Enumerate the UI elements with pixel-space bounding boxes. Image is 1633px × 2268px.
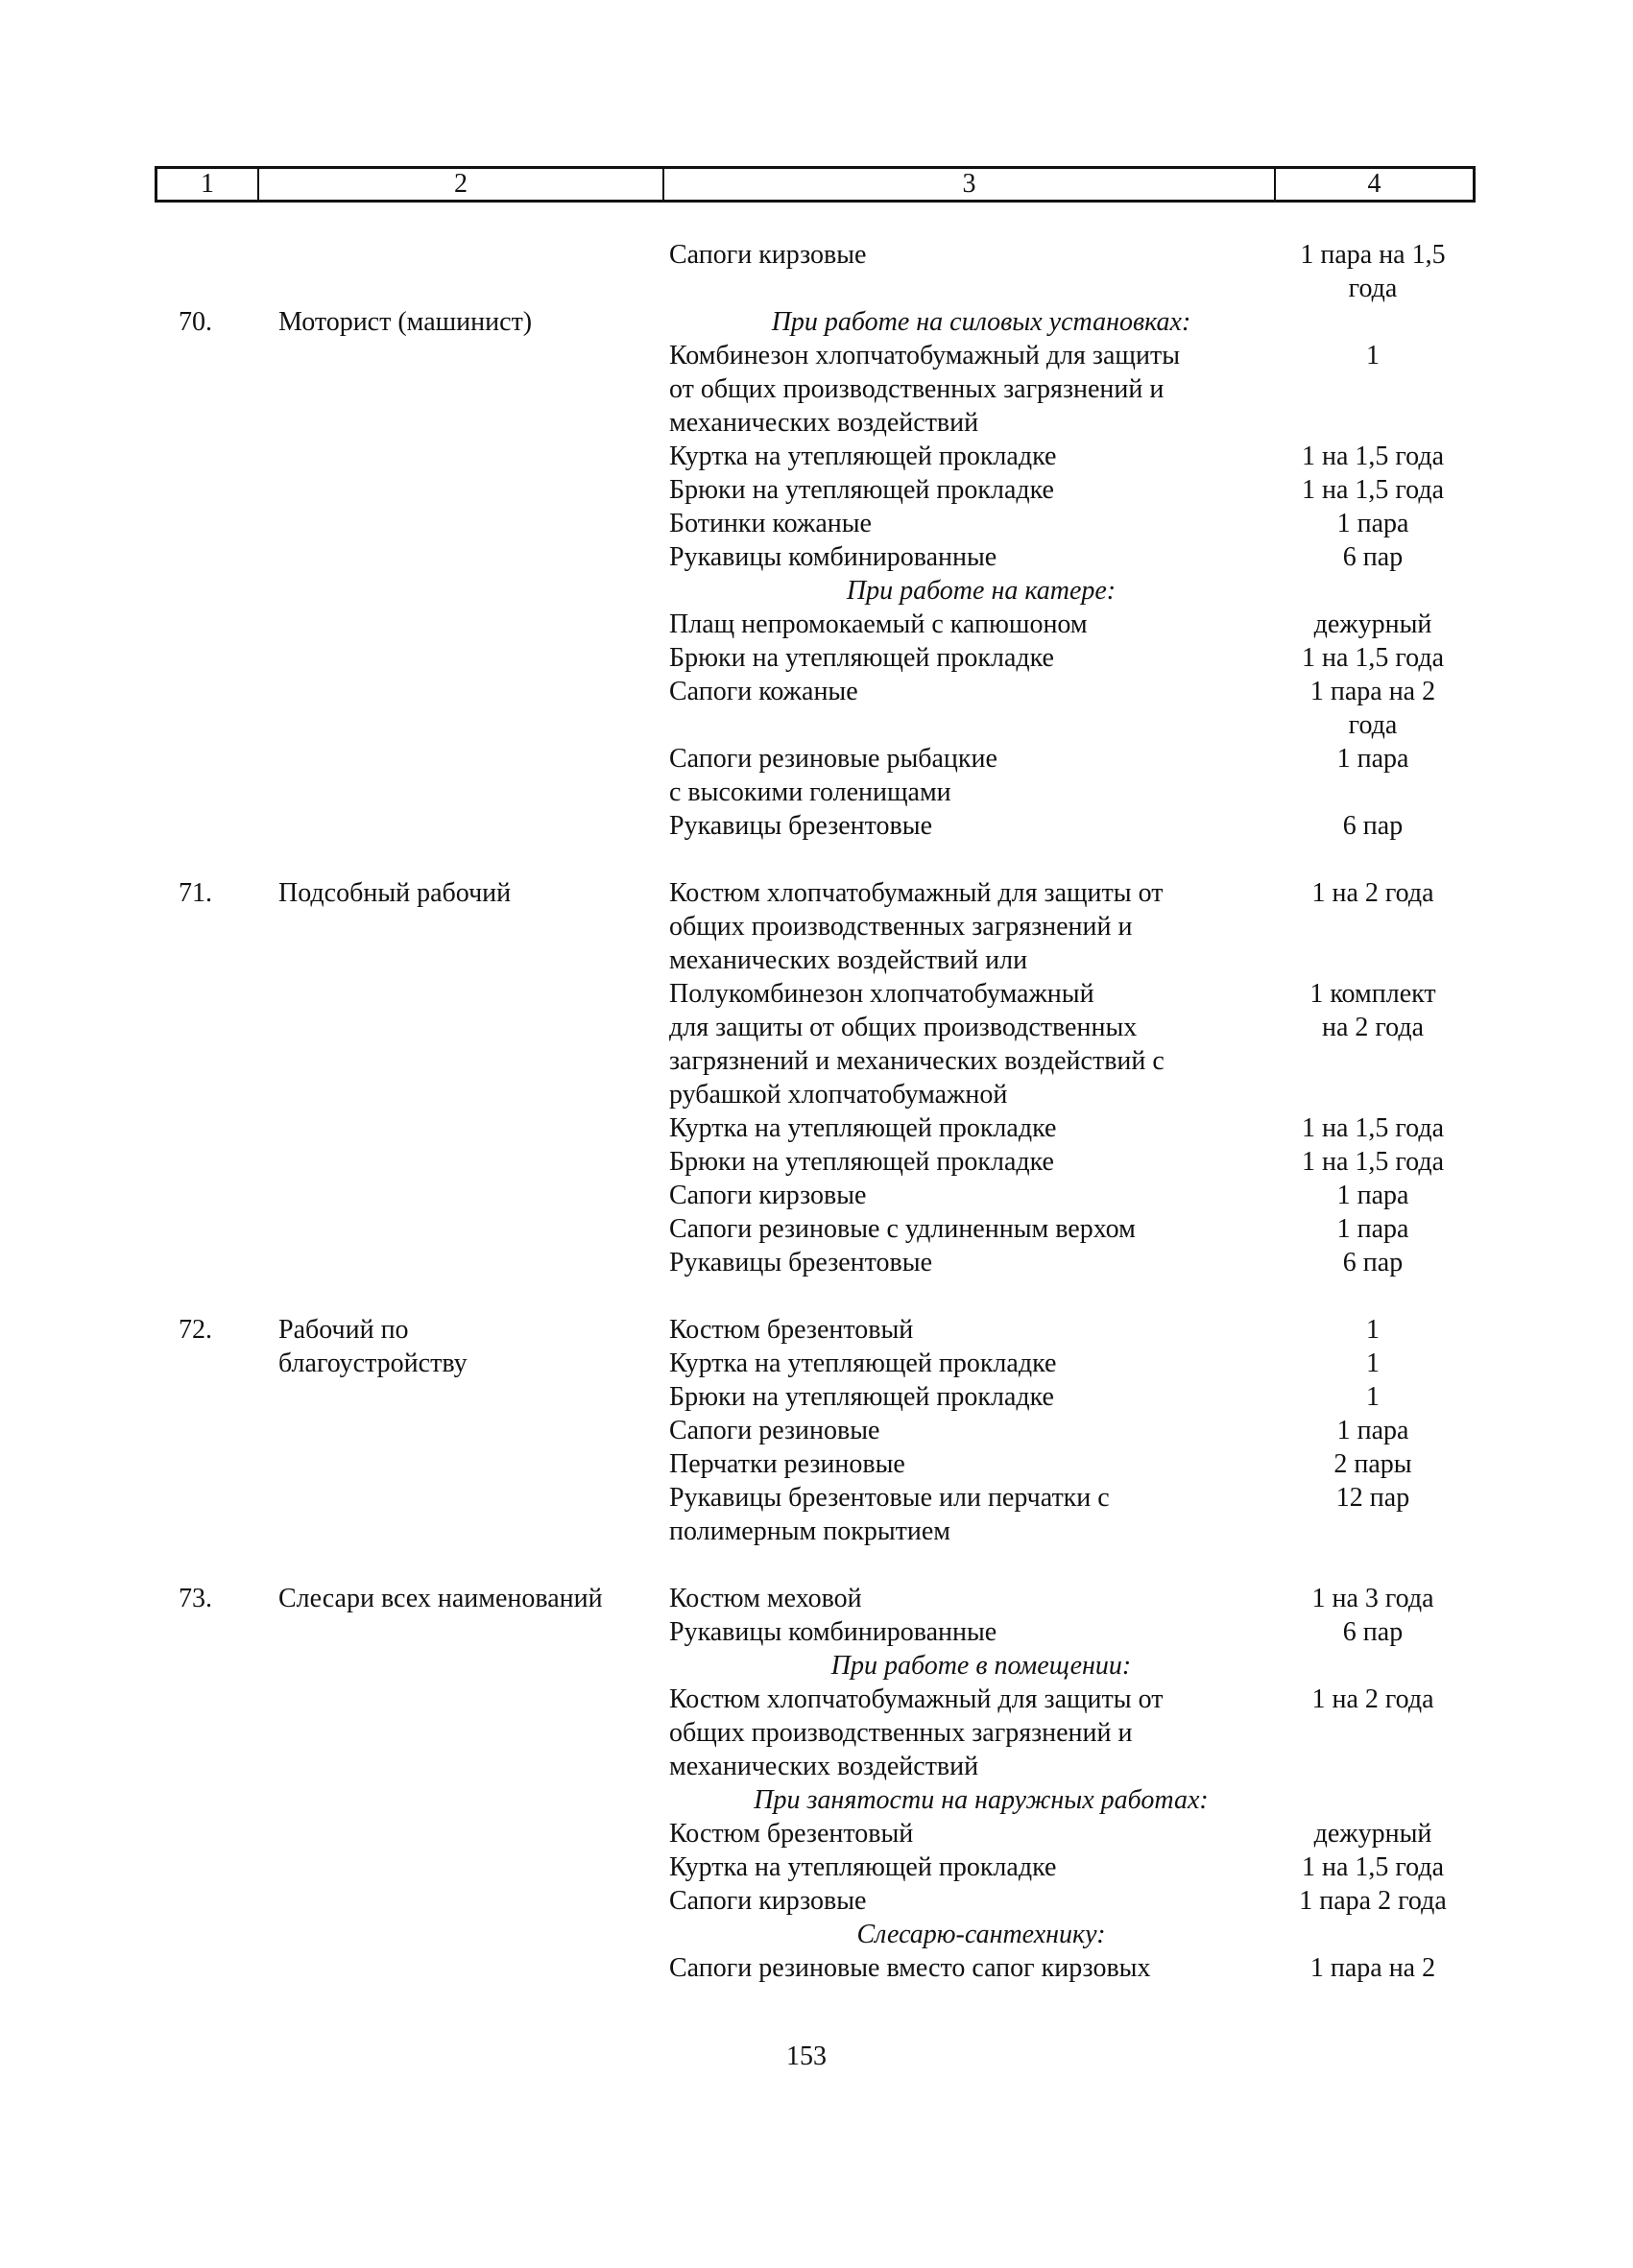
condition-subheading: При работе на катере: xyxy=(846,576,1117,606)
item-number: 73. xyxy=(179,1584,212,1613)
ppe-item: рубашкой хлопчатобумажной xyxy=(669,1080,1008,1110)
ppe-item: Перчатки резиновые xyxy=(669,1449,905,1479)
wear-period: 1 на 1,5 года xyxy=(1301,1147,1445,1177)
ppe-item: Ботинки кожаные xyxy=(669,509,872,538)
ppe-item: Сапоги кирзовые xyxy=(669,1886,867,1916)
wear-period: 1 пара xyxy=(1336,1181,1409,1210)
table-line xyxy=(0,708,1633,742)
table-line xyxy=(0,1145,1633,1179)
table-line xyxy=(0,1783,1633,1817)
page-number: 153 xyxy=(786,2041,827,2071)
ppe-item: Брюки на утепляющей прокладке xyxy=(669,1382,1054,1412)
table-line xyxy=(0,1918,1633,1951)
table-line xyxy=(0,507,1633,540)
wear-period: 1 пара xyxy=(1336,1214,1409,1244)
ppe-item: Сапоги кирзовые xyxy=(669,240,867,270)
job-title xyxy=(278,876,653,910)
wear-period: 6 пар xyxy=(1342,1248,1404,1277)
table-line xyxy=(0,1582,1633,1615)
ppe-item: от общих производственных загрязнений и xyxy=(669,374,1165,404)
ppe-item: Рукавицы брезентовые xyxy=(669,1248,932,1277)
wear-period: 6 пар xyxy=(1342,542,1404,572)
header-col-4: 4 xyxy=(1367,169,1381,199)
table-line xyxy=(0,1481,1633,1515)
table-line xyxy=(0,776,1633,809)
ppe-item: Куртка на утепляющей прокладке xyxy=(669,442,1057,471)
ppe-item: Брюки на утепляющей прокладке xyxy=(669,1147,1054,1177)
ppe-item: Сапоги резиновые рыбацкие xyxy=(669,744,997,774)
item-number: 72. xyxy=(179,1315,212,1345)
ppe-item: с высокими голенищами xyxy=(669,777,951,807)
table-line xyxy=(0,641,1633,675)
wear-period: 2 пары xyxy=(1333,1449,1412,1479)
table-line xyxy=(0,1212,1633,1246)
wear-period: 1 на 1,5 года xyxy=(1301,643,1445,673)
table-line xyxy=(0,1750,1633,1783)
ppe-item: Куртка на утепляющей прокладке xyxy=(669,1349,1057,1378)
ppe-item: механических воздействий xyxy=(669,1752,979,1781)
wear-period: 1 xyxy=(1366,1382,1380,1412)
ppe-item: Сапоги кирзовые xyxy=(669,1181,867,1210)
table-line xyxy=(0,1179,1633,1212)
table-line xyxy=(0,1347,1633,1380)
wear-period: 1 на 3 года xyxy=(1311,1584,1434,1613)
ppe-item: Костюм брезентовый xyxy=(669,1315,914,1345)
table-line xyxy=(0,1414,1633,1447)
wear-period: 6 пар xyxy=(1342,811,1404,841)
ppe-item: Комбинезон хлопчатобумажный для защиты xyxy=(669,341,1181,370)
table-line xyxy=(0,440,1633,473)
table-line xyxy=(0,809,1633,843)
table-line xyxy=(0,1817,1633,1850)
ppe-item: Полукомбинезон хлопчатобумажный xyxy=(669,979,1094,1009)
wear-period: 1 пара на 1,5 xyxy=(1300,240,1446,270)
table-line xyxy=(0,1078,1633,1111)
job-title-line: Рабочий по xyxy=(278,1315,409,1345)
wear-period: 1 на 1,5 года xyxy=(1301,442,1445,471)
table-line xyxy=(0,742,1633,776)
ppe-item: Куртка на утепляющей прокладке xyxy=(669,1852,1057,1882)
condition-subheading: При работе на силовых установках: xyxy=(771,307,1191,337)
table-line xyxy=(0,977,1633,1011)
table-line xyxy=(0,1011,1633,1044)
wear-period: 12 пар xyxy=(1335,1483,1410,1513)
table-line xyxy=(0,1246,1633,1279)
ppe-item: Плащ непромокаемый с капюшоном xyxy=(669,609,1088,639)
ppe-item: для защиты от общих производственных xyxy=(669,1013,1138,1042)
table-line xyxy=(0,1380,1633,1414)
table-line xyxy=(0,1683,1633,1716)
ppe-item: механических воздействий или xyxy=(669,945,1028,975)
table-line xyxy=(0,608,1633,641)
ppe-item: Костюм брезентовый xyxy=(669,1819,914,1849)
table-line xyxy=(0,1951,1633,1985)
wear-period: 6 пар xyxy=(1342,1617,1404,1647)
wear-period: 1 пара 2 года xyxy=(1299,1886,1447,1916)
job-title-line: Моторист (машинист) xyxy=(278,307,533,337)
wear-period: 1 пара на 2 xyxy=(1309,677,1436,706)
wear-period: 1 пара xyxy=(1336,744,1409,774)
ppe-item: Брюки на утепляющей прокладке xyxy=(669,643,1054,673)
table-line xyxy=(0,876,1633,910)
condition-subheading: При работе в помещении: xyxy=(830,1651,1132,1681)
table-line xyxy=(0,1111,1633,1145)
table-line xyxy=(0,540,1633,574)
table-line xyxy=(0,1884,1633,1918)
job-title xyxy=(278,1582,653,1615)
wear-period: года xyxy=(1348,274,1398,303)
item-number: 71. xyxy=(179,878,212,908)
job-title-line: благоустройству xyxy=(278,1349,468,1378)
table-line xyxy=(0,1716,1633,1750)
job-title-line: Слесари всех наименований xyxy=(278,1584,603,1613)
ppe-item: Сапоги резиновые вместо сапог кирзовых xyxy=(669,1953,1151,1983)
ppe-item: Рукавицы брезентовые или перчатки с xyxy=(669,1483,1110,1513)
ppe-item: общих производственных загрязнений и xyxy=(669,1718,1133,1748)
ppe-item: Рукавицы комбинированные xyxy=(669,542,997,572)
header-col-1: 1 xyxy=(157,169,259,200)
wear-period: 1 xyxy=(1366,341,1380,370)
job-title xyxy=(278,305,653,339)
ppe-item: Костюм меховой xyxy=(669,1584,862,1613)
table-line xyxy=(0,1649,1633,1683)
wear-period: 1 на 1,5 года xyxy=(1301,475,1445,505)
wear-period: 1 на 1,5 года xyxy=(1301,1113,1445,1143)
table-line xyxy=(0,910,1633,943)
ppe-item: Сапоги кожаные xyxy=(669,677,858,706)
ppe-item: Сапоги резиновые с удлиненным верхом xyxy=(669,1214,1136,1244)
table-line xyxy=(0,406,1633,440)
ppe-item: Куртка на утепляющей прокладке xyxy=(669,1113,1057,1143)
table-line xyxy=(0,473,1633,507)
table-line xyxy=(0,574,1633,608)
ppe-item: Сапоги резиновые xyxy=(669,1416,880,1445)
table-line xyxy=(0,272,1633,305)
wear-period: 1 на 1,5 года xyxy=(1301,1852,1445,1882)
condition-subheading: При занятости на наружных работах: xyxy=(754,1785,1209,1815)
table-line xyxy=(0,675,1633,708)
condition-subheading: Слесарю-сантехнику: xyxy=(856,1920,1106,1949)
table-line xyxy=(0,1850,1633,1884)
header-col-2: 2 xyxy=(259,169,664,200)
ppe-item: загрязнений и механических воздействий с xyxy=(669,1046,1165,1076)
wear-period: дежурный xyxy=(1313,1819,1432,1849)
ppe-item: общих производственных загрязнений и xyxy=(669,912,1133,942)
wear-period: 1 пара xyxy=(1336,509,1409,538)
header-col-3: 3 xyxy=(664,169,1276,200)
wear-period: дежурный xyxy=(1313,609,1432,639)
table-line xyxy=(0,305,1633,339)
wear-period: 1 xyxy=(1366,1349,1380,1378)
ppe-item: Брюки на утепляющей прокладке xyxy=(669,475,1054,505)
ppe-item: Костюм хлопчатобумажный для защиты от xyxy=(669,878,1164,908)
ppe-item: Рукавицы брезентовые xyxy=(669,811,932,841)
ppe-item: полимерным покрытием xyxy=(669,1516,951,1546)
table-line xyxy=(0,238,1633,272)
table-line xyxy=(0,1044,1633,1078)
wear-period: 1 на 2 года xyxy=(1311,878,1434,908)
table-line xyxy=(0,339,1633,372)
ppe-item: механических воздействий xyxy=(669,408,979,438)
item-number: 70. xyxy=(179,307,212,337)
table-line xyxy=(0,943,1633,977)
wear-period: на 2 года xyxy=(1321,1013,1425,1042)
wear-period: 1 xyxy=(1366,1315,1380,1345)
table-line xyxy=(0,1447,1633,1481)
wear-period: 1 пара на 2 xyxy=(1309,1953,1436,1983)
job-title-line: Подсобный рабочий xyxy=(278,878,512,908)
table-line xyxy=(0,1615,1633,1649)
wear-period: 1 на 2 года xyxy=(1311,1684,1434,1714)
wear-period: года xyxy=(1348,710,1398,740)
wear-period: 1 пара xyxy=(1336,1416,1409,1445)
ppe-item: Костюм хлопчатобумажный для защиты от xyxy=(669,1684,1164,1714)
table-line xyxy=(0,372,1633,406)
table-header-row xyxy=(155,166,1476,203)
wear-period: 1 комплект xyxy=(1309,979,1436,1009)
ppe-item: Рукавицы комбинированные xyxy=(669,1617,997,1647)
table-line xyxy=(0,1515,1633,1548)
